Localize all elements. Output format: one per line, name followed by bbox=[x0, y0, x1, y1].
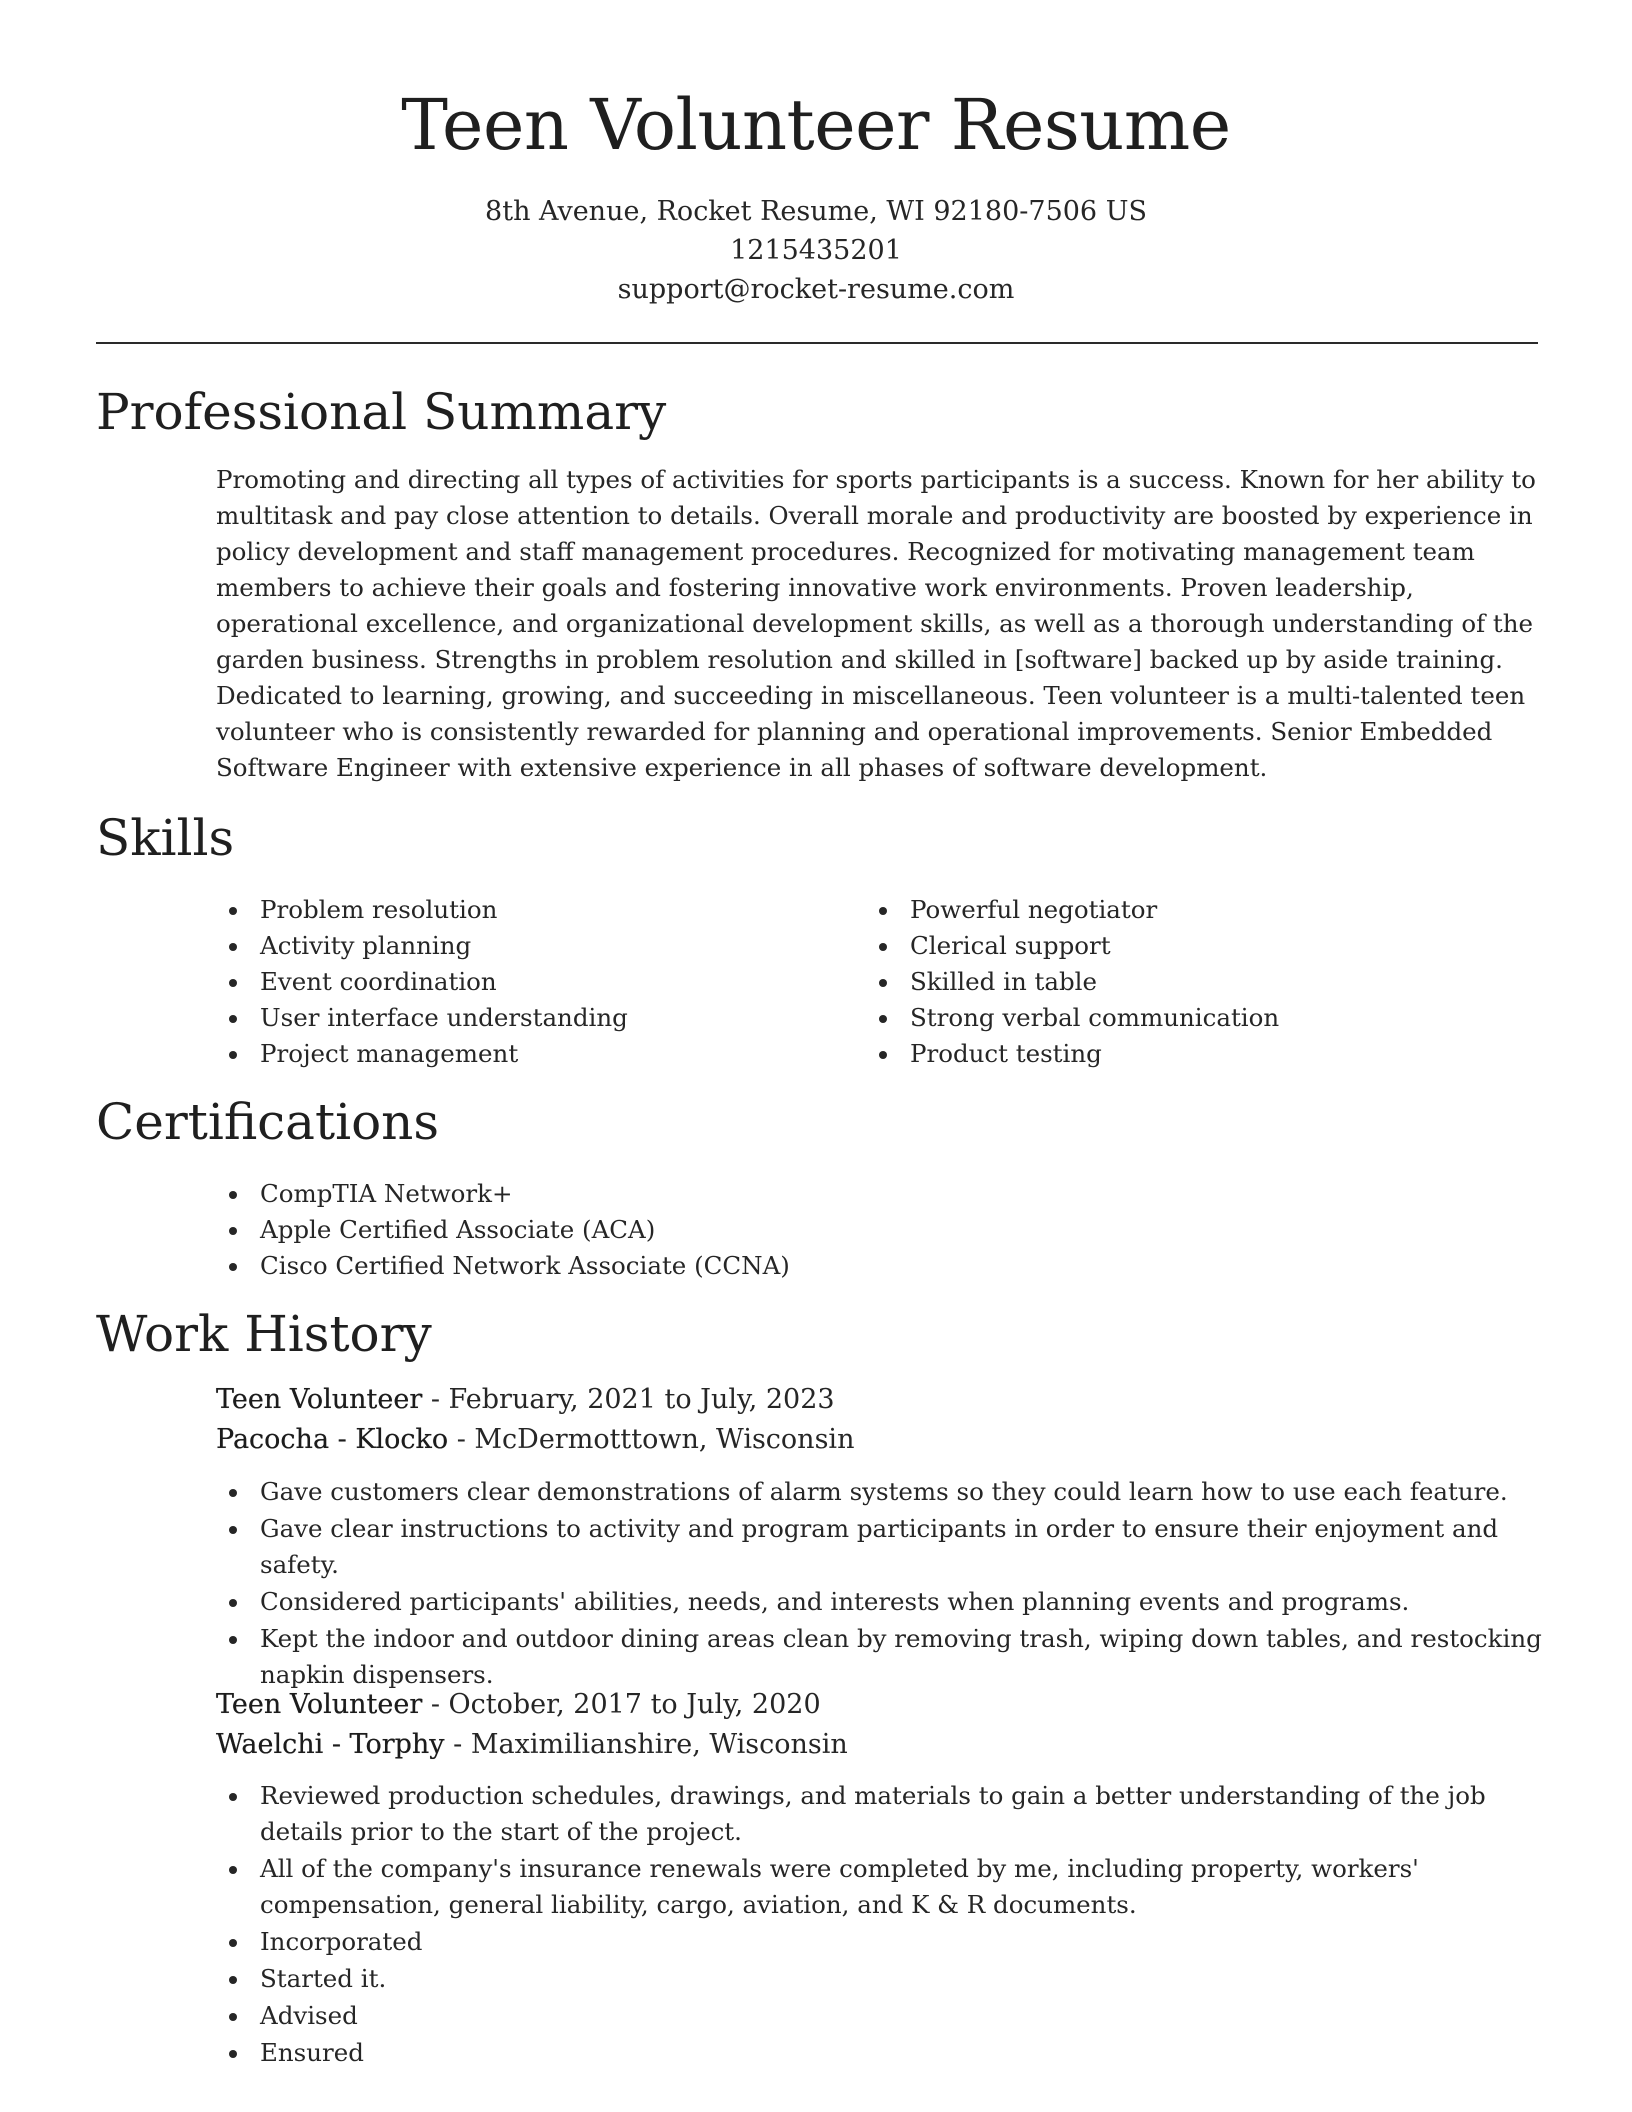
job-duty-item: All of the company's insurance renewals were completed by me, including property, workers' compensation, general liability, cargo, aviation, and K & R documents. bbox=[216, 1851, 1546, 1923]
job-header bbox=[216, 1685, 1546, 1765]
skill-item: Project management bbox=[216, 1036, 816, 1072]
summary-heading: Professional Summary bbox=[96, 383, 667, 441]
job-duty-item: Started it. bbox=[216, 1961, 1546, 1997]
job-title: Teen Volunteer bbox=[216, 1689, 423, 1720]
summary-text: Promoting and directing all types of activities for sports participants is a success. Known for her ability to multitask and pay close attention to details. Overall morale and productivity are boosted by experience in policy development and staff management procedures. Recognized for motivating management team members to achieve their goals and fostering innovative work environments. Proven leadership, operational excellence, and organizational development skills, as well as a thorough understanding of the garden business. Strengths in problem resolution and skilled in [software] backed up by aside training. Dedicated to learning, growing, and succeeding in miscellaneous. Teen volunteer is a multi-talented teen volunteer who is consistently rewarded for planning and operational improvements. Senior Embedded Software Engineer with extensive experience in all phases of software development. bbox=[216, 465, 1536, 782]
skills-list-right bbox=[866, 892, 1466, 1072]
job-duty-item: Incorporated bbox=[216, 1924, 1546, 1960]
contact-phone: 1215435201 bbox=[730, 235, 902, 266]
skill-item: Clerical support bbox=[866, 928, 1466, 964]
skill-item: Problem resolution bbox=[216, 892, 816, 928]
job-location: - McDermotttown, Wisconsin bbox=[448, 1424, 855, 1455]
resume-title: Teen Volunteer Resume bbox=[401, 84, 1231, 166]
skills-heading: Skills bbox=[96, 809, 235, 867]
contact-email: support@rocket-resume.com bbox=[617, 274, 1015, 305]
header-divider bbox=[96, 342, 1538, 344]
certification-item: CompTIA Network+ bbox=[216, 1176, 1116, 1212]
job-duty-item: Gave customers clear demonstrations of alarm systems so they could learn how to use each feature. bbox=[216, 1474, 1546, 1510]
job-title: Teen Volunteer bbox=[216, 1384, 423, 1415]
skill-item: Strong verbal communication bbox=[866, 1000, 1466, 1036]
skill-item: Event coordination bbox=[216, 964, 816, 1000]
skill-item: Skilled in table bbox=[866, 964, 1466, 1000]
job-duty-item: Ensured bbox=[216, 2035, 1546, 2071]
job-company-line bbox=[216, 1420, 1546, 1460]
job-title-line bbox=[216, 1380, 1546, 1420]
job-duty-item: Considered participants' abilities, needs, and interests when planning events and programs. bbox=[216, 1584, 1546, 1620]
job-duty-item: Gave clear instructions to activity and program participants in order to ensure their enjoyment and safety. bbox=[216, 1511, 1546, 1583]
job-duty-item: Reviewed production schedules, drawings, and materials to gain a better understanding of the job details prior to the start of the project. bbox=[216, 1778, 1546, 1850]
certification-item: Apple Certified Associate (ACA) bbox=[216, 1212, 1116, 1248]
job-duty-item: Kept the indoor and outdoor dining areas clean by removing trash, wiping down tables, and restocking napkin dispensers. bbox=[216, 1621, 1546, 1693]
job-company: Waelchi - Torphy bbox=[216, 1729, 445, 1760]
job-title-line bbox=[216, 1685, 1546, 1725]
job-company: Pacocha - Klocko bbox=[216, 1424, 449, 1455]
work-history-heading: Work History bbox=[96, 1305, 432, 1363]
job-duties-list bbox=[216, 1778, 1546, 2071]
contact-address: 8th Avenue, Rocket Resume, WI 92180-7506 US bbox=[485, 196, 1147, 227]
job-header bbox=[216, 1380, 1546, 1460]
certifications-heading: Certifications bbox=[96, 1093, 440, 1151]
job-location: - Maximilianshire, Wisconsin bbox=[444, 1729, 848, 1760]
job-duty-item: Advised bbox=[216, 1998, 1546, 2034]
job-company-line bbox=[216, 1725, 1546, 1765]
skill-item: User interface understanding bbox=[216, 1000, 816, 1036]
skill-item: Activity planning bbox=[216, 928, 816, 964]
certification-item: Cisco Certified Network Associate (CCNA) bbox=[216, 1248, 1116, 1284]
job-duties-list bbox=[216, 1474, 1546, 1693]
job-dates: - October, 2017 to July, 2020 bbox=[422, 1689, 821, 1720]
contact-info bbox=[0, 192, 1632, 309]
job-dates: - February, 2021 to July, 2023 bbox=[422, 1384, 835, 1415]
skill-item: Powerful negotiator bbox=[866, 892, 1466, 928]
skills-list-left bbox=[216, 892, 816, 1072]
certifications-list bbox=[216, 1176, 1116, 1284]
skill-item: Product testing bbox=[866, 1036, 1466, 1072]
